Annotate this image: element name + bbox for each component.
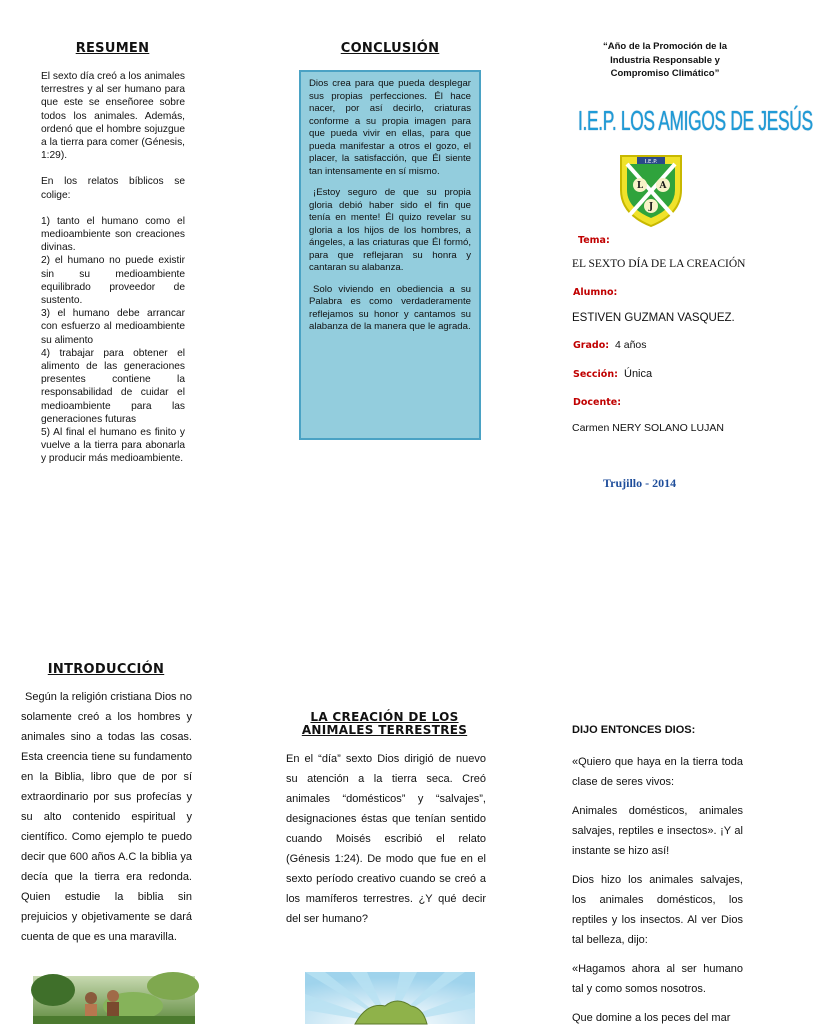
school-name: I.E.P. LOS AMIGOS DE JESÚS <box>578 105 813 136</box>
conclusion-paragraph-1: Dios crea para que pueda desplegar sus propias perfecciones. Él hace nacer, por así decirlo, criaturas conforme a su propia imagen para que pueda vivir en ellas, para que pueda manifestar a otros el gozo, el placer, la satisfacción, que Él siente tan intensamente en sí mismo. <box>309 78 471 177</box>
alumno-label: Alumno: <box>573 287 618 298</box>
dijo-paragraph-2: Animales domésticos, animales salvajes, reptiles e insectos». ¡Y al instante se hizo así! <box>572 805 743 857</box>
resumen-item-4: 4) trabajar para obtener el alimento de las generaciones presentes contiene la responsabilidad de cuidar el medioambiente para las generaciones futuras <box>41 347 185 425</box>
resumen-paragraph-2: En los relatos bíblicos se colige: <box>41 176 185 201</box>
introduccion-title: INTRODUCCIÓN <box>47 662 165 677</box>
resumen-paragraph-1: El sexto día creó a los animales terrestres y al ser humano para que este se enseñoree sobre todos los animales. Además, ordenó que el hombre sojuzgue a la tierra para comer (Génesis, 1:29). <box>41 71 185 162</box>
logo-letter-j: J <box>648 202 654 212</box>
alumno-value: ESTIVEN GUZMAN VASQUEZ. <box>572 312 735 324</box>
creacion-body: En el “día” sexto Dios dirigió de nuevo su atención a la tierra seca. Creó animales “domésticos” y “salvajes”, designaciones éstas que tenían sentido cuando Moisés escribió el relato (Génesis 1:24). De modo que fue en el sexto período creativo cuando se creó a los mamíferos terrestres. ¿Y qué decir del ser humano? <box>286 753 486 925</box>
resumen-title: RESUMEN <box>75 41 150 56</box>
city-year: Trujillo - 2014 <box>603 476 677 490</box>
dijo-paragraph-1: «Quiero que haya en la tierra toda clase de seres vivos: <box>572 756 743 788</box>
logo-letter-l: L <box>636 181 644 191</box>
conclusion-paragraph-2: ¡Estoy seguro de que su propia gloria debió haber sido el fin que tenía en mente! Él quizo revelar su gloria a los hijos de los hombres, a ángeles, a las criaturas que Él formó, para que reflejaran su honra y cantaran su alabanza. <box>309 187 471 273</box>
conclusion-box <box>299 70 481 440</box>
resumen-item-1: 1) tanto el humano como el medioambiente son creaciones divinas. <box>41 215 185 254</box>
tema-label: Tema: <box>578 235 610 246</box>
conclusion-title: CONCLUSIÓN <box>340 41 440 56</box>
resumen-item-3: 3) el humano debe arrancar con esfuerzo al medioambiente su alimento <box>41 308 185 346</box>
introduccion-body: Según la religión cristiana Dios no solamente creó a los hombres y animales sino a todas las cosas. Esta creencia tiene su fundamento en la Biblia, libro que de por sí extraordinario por sus profecías y su alto contenido espiritual y científico. Como ejemplo te puedo decir que 600 años A.C la biblia ya decía que la tierra era redonda. Quien estudie la biblia sin prejuicios y objetivamente se dará cuenta de que es una maravilla. <box>21 691 192 943</box>
people-garden-image <box>33 976 195 1024</box>
year-motto: “Año de la Promoción de la Industria Responsable y Compromiso Climático” <box>602 41 728 79</box>
resumen-body <box>41 70 185 466</box>
dijo-paragraph-4: «Hagamos ahora al ser humano tal y como somos nosotros. <box>572 963 743 995</box>
docente-value: Carmen NERY SOLANO LUJAN <box>572 422 724 434</box>
resumen-item-2: 2) el humano no puede existir sin su medioambiente equilibrado proveedor de sustento. <box>41 255 185 307</box>
seccion-value: Única <box>624 368 653 380</box>
grado-label: Grado: <box>573 340 610 351</box>
docente-label: Docente: <box>573 397 622 408</box>
school-logo-icon <box>617 152 685 228</box>
dijo-paragraph-3: Dios hizo los animales salvajes, los animales domésticos, los reptiles y los insectos. Al ver Dios tal belleza, dijo: <box>572 874 743 946</box>
conclusion-paragraph-3: Solo viviendo en obediencia a su Palabra es como verdaderamente reflejamos su honor y cantamos su alabanza de la manera que le agrada. <box>309 283 471 332</box>
dijo-title: DIJO ENTONCES DIOS: <box>572 724 696 736</box>
dijo-paragraph-5: Que domine a los peces del mar <box>572 1012 731 1024</box>
grado-value: 4 años <box>615 339 647 351</box>
dijo-body <box>572 752 743 1028</box>
creation-rays-image <box>305 972 475 1024</box>
creacion-title <box>282 711 487 737</box>
creacion-title-line-2: ANIMALES TERRESTRES <box>301 723 468 737</box>
seccion-label: Sección: <box>573 369 618 380</box>
tema-value: EL SEXTO DÍA DE LA CREACIÓN <box>572 258 746 270</box>
logo-banner: I.E.P. <box>644 159 658 165</box>
creacion-title-line-1: LA CREACIÓN DE LOS <box>310 710 459 724</box>
logo-letter-a: A <box>659 181 667 191</box>
resumen-item-5: 5) Al final el humano es finito y vuelve a la tierra para abonarla y producir más medioambiente. <box>41 427 185 465</box>
